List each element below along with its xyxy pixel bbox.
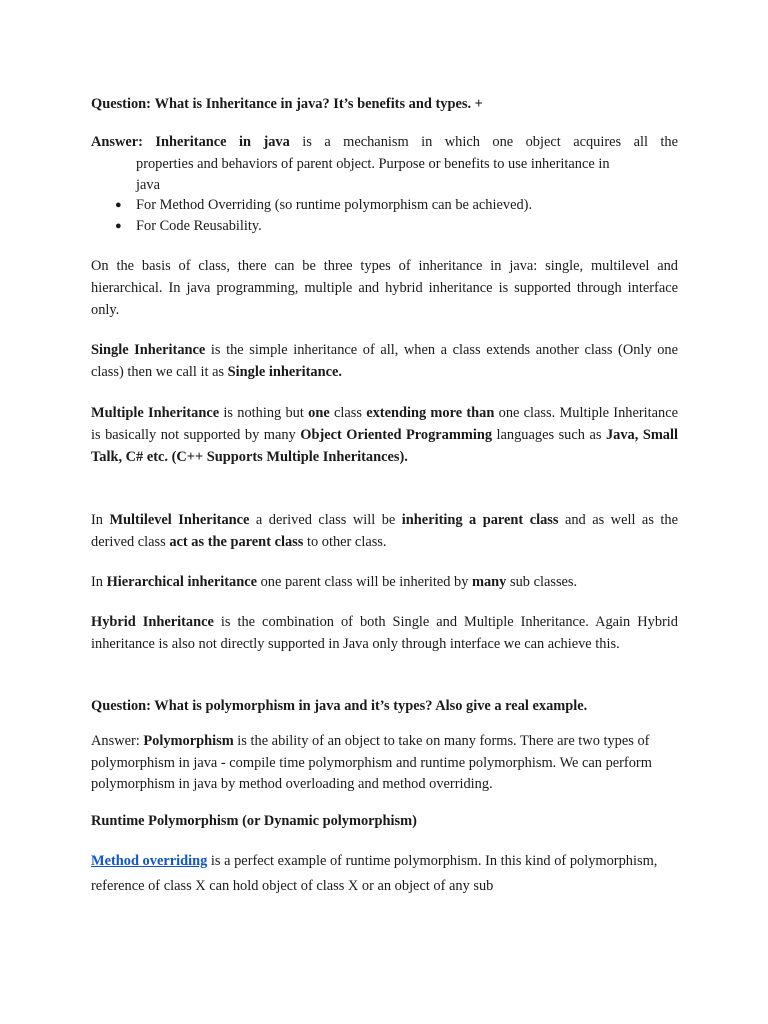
- multilevel-bold-3: act as the parent class: [169, 534, 304, 550]
- answer-2-term: Polymorphism: [143, 733, 234, 749]
- hier-bold-2: many: [472, 574, 507, 590]
- types-paragraph: On the basis of class, there can be three types of inheritance in java: single, multilevel and hierarchical. In java programming, multiple and hybrid inheritance is supported through interface only.: [91, 258, 678, 318]
- hybrid-term: Hybrid Inheritance: [91, 614, 214, 630]
- multiple-term: Multiple Inheritance: [91, 405, 220, 421]
- multilevel-bold-2: inheriting a parent class: [401, 512, 559, 528]
- multilevel-inheritance-paragraph: [91, 509, 678, 553]
- runtime-heading-text: Runtime Polymorphism (or Dynamic polymorphism): [91, 813, 417, 829]
- answer-1-line-1: [91, 131, 678, 153]
- method-overriding-paragraph: [91, 849, 678, 899]
- multiple-bold-3: Object Oriented Programming: [300, 427, 493, 443]
- question-1-text: What is Inheritance in java? It’s benefits and types. +: [154, 96, 483, 112]
- multilevel-text-4: to other class.: [303, 534, 387, 550]
- bullet-icon: ●: [115, 199, 122, 211]
- question-1-label: Question:: [91, 96, 151, 112]
- multiple-text-4: languages such as: [492, 427, 606, 443]
- answer-1-line-3: java: [136, 177, 160, 193]
- question-1: [91, 93, 678, 115]
- answer-1-label: Answer:: [91, 134, 143, 150]
- hybrid-text: is the combination of both Single and Multiple Inheritance. Again Hybrid inheritance is also not directly supported in Java only through interface we can achieve this.: [91, 614, 679, 652]
- answer-1-term: Inheritance in java: [155, 134, 290, 150]
- benefits-list: [91, 195, 678, 237]
- single-term-2: Single inheritance.: [227, 364, 342, 380]
- hierarchical-inheritance-paragraph: [91, 571, 678, 593]
- multilevel-text-3: and as well as the derived class: [91, 512, 678, 550]
- question-2-text: Question: What is polymorphism in java and it’s types? Also give a real example.: [91, 698, 588, 714]
- answer-2: [91, 731, 678, 796]
- list-item-text: For Code Reusability.: [136, 218, 262, 234]
- answer-1-line-2: properties and behaviors of parent object. Purpose or benefits to use inheritance in: [136, 156, 610, 172]
- list-item: [91, 216, 678, 237]
- runtime-polymorphism-heading: [91, 810, 678, 832]
- multiple-inheritance-paragraph: [91, 402, 678, 468]
- answer-1: [91, 131, 678, 237]
- list-item: [91, 195, 678, 216]
- answer-1-text-1: is a mechanism in which one object acquires all the: [302, 134, 678, 150]
- bullet-icon: ●: [115, 220, 122, 232]
- multiple-text-3: one class. Multiple Inheritance is basically not supported by many: [91, 405, 679, 443]
- multiple-bold-1: one: [308, 405, 330, 421]
- method-overriding-link[interactable]: Method overriding: [91, 853, 208, 869]
- answer-2-text: is the ability of an object to take on many forms. There are two types of polymorphism in java - compile time polymorphism and runtime polymorphism. We can perform polymorphism in java by method overloading and method overriding.: [91, 733, 652, 792]
- single-term: Single Inheritance: [91, 342, 206, 358]
- multilevel-text-2: a derived class will be: [249, 512, 402, 528]
- multiple-text-1: is nothing but: [219, 405, 309, 421]
- hier-bold-1: Hierarchical inheritance: [106, 574, 257, 590]
- list-item-text: For Method Overriding (so runtime polymorphism can be achieved).: [136, 197, 533, 213]
- hier-text-3: sub classes.: [506, 574, 578, 590]
- single-text: is the simple inheritance of all, when a class extends another class (Only one class) then we call it as: [91, 342, 678, 380]
- multiple-text-2: class: [329, 405, 367, 421]
- multiple-bold-4: Java, Small Talk, C# etc. (C++ Supports Multiple Inheritances).: [91, 427, 678, 465]
- hybrid-inheritance-paragraph: [91, 611, 678, 655]
- single-inheritance-paragraph: [91, 339, 678, 383]
- method-overriding-text: is a perfect example of runtime polymorphism. In this kind of polymorphism, reference of class X can hold object of class X or an object of any sub: [91, 853, 658, 894]
- multilevel-bold-1: Multilevel Inheritance: [109, 512, 250, 528]
- multilevel-text-1: In: [91, 512, 110, 528]
- answer-2-label: Answer:: [91, 733, 144, 749]
- hier-text-2: one parent class will be inherited by: [257, 574, 472, 590]
- hier-text-1: In: [91, 574, 107, 590]
- question-2: [91, 695, 678, 717]
- multiple-bold-2: extending more than: [366, 405, 495, 421]
